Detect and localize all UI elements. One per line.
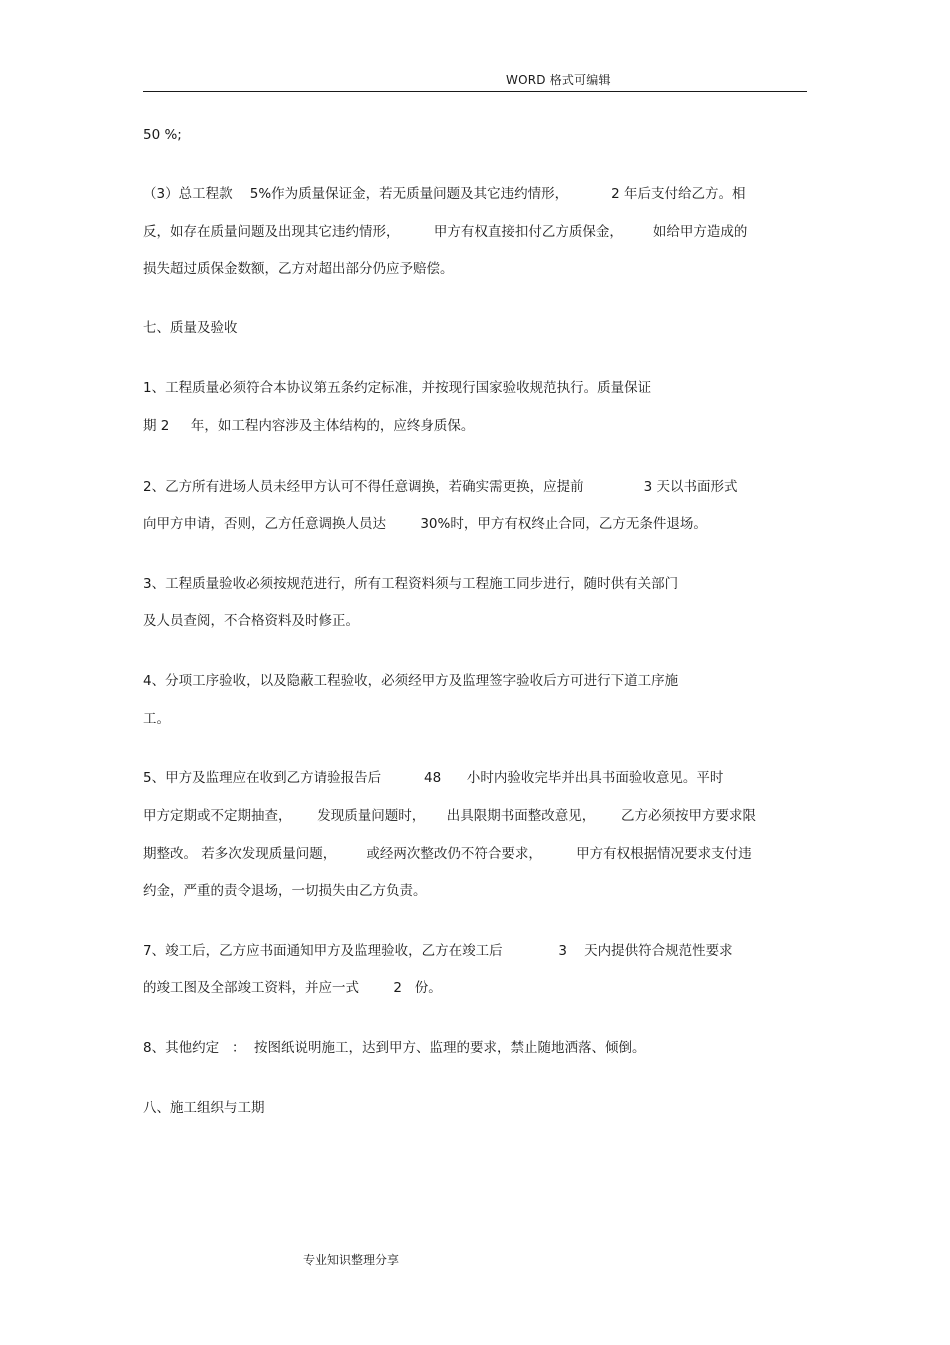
body-line: 的竣工图及全部竣工资料，并应一式 2 份。 bbox=[143, 980, 442, 996]
section-heading: 八、施工组织与工期 bbox=[143, 1100, 265, 1116]
body-line: 1、工程质量必须符合本协议第五条约定标准，并按现行国家验收规范执行。质量保证 bbox=[143, 380, 652, 396]
body-line: 2、乙方所有进场人员未经甲方认可不得任意调换，若确实需更换，应提前 3 天以书面形式 bbox=[143, 479, 738, 495]
body-line: 甲方定期或不定期抽查， 发现质量问题时， 出具限期书面整改意见， 乙方必须按甲方要求限 bbox=[143, 808, 756, 824]
body-line: 3、工程质量验收必须按规范进行，所有工程资料须与工程施工同步进行，随时供有关部门 bbox=[143, 576, 679, 592]
body-line: 反，如存在质量问题及出现其它违约情形， 甲方有权直接扣付乙方质保金， 如给甲方造成的 bbox=[143, 224, 748, 240]
body-line: 约金，严重的责令退场，一切损失由乙方负责。 bbox=[143, 883, 427, 899]
section-heading: 七、质量及验收 bbox=[143, 320, 238, 336]
body-line: 期 2 年，如工程内容涉及主体结构的，应终身质保。 bbox=[143, 418, 475, 434]
body-line: （3）总工程款 5%作为质量保证金，若无质量问题及其它违约情形， 2 年后支付给乙方。相 bbox=[143, 186, 746, 202]
body-line: 50 %; bbox=[143, 127, 182, 143]
body-line: 7、竣工后，乙方应书面通知甲方及监理验收，乙方在竣工后 3 天内提供符合规范性要求 bbox=[143, 943, 733, 959]
body-line: 8、其他约定 ： 按图纸说明施工，达到甲方、监理的要求，禁止随地洒落、倾倒。 bbox=[143, 1040, 646, 1056]
body-line: 期整改。 若多次发现质量问题， 或经两次整改仍不符合要求， 甲方有权根据情况要求支付违 bbox=[143, 846, 752, 862]
header-rule bbox=[143, 91, 807, 92]
body-line: 4、分项工序验收，以及隐蔽工程验收，必须经甲方及监理签字验收后方可进行下道工序施 bbox=[143, 673, 679, 689]
body-line: 及人员查阅，不合格资料及时修正。 bbox=[143, 613, 359, 629]
body-line: 5、甲方及监理应在收到乙方请验报告后 48 小时内验收完毕并出具书面验收意见。平时 bbox=[143, 770, 724, 786]
page-footer-text: 专业知识整理分享 bbox=[303, 1253, 400, 1267]
body-line: 向甲方申请，否则，乙方任意调换人员达 30%时，甲方有权终止合同，乙方无条件退场。 bbox=[143, 516, 707, 532]
page-header-title: WORD 格式可编辑 bbox=[506, 73, 611, 87]
body-line: 工。 bbox=[143, 711, 170, 727]
body-line: 损失超过质保金数额，乙方对超出部分仍应予赔偿。 bbox=[143, 261, 454, 277]
